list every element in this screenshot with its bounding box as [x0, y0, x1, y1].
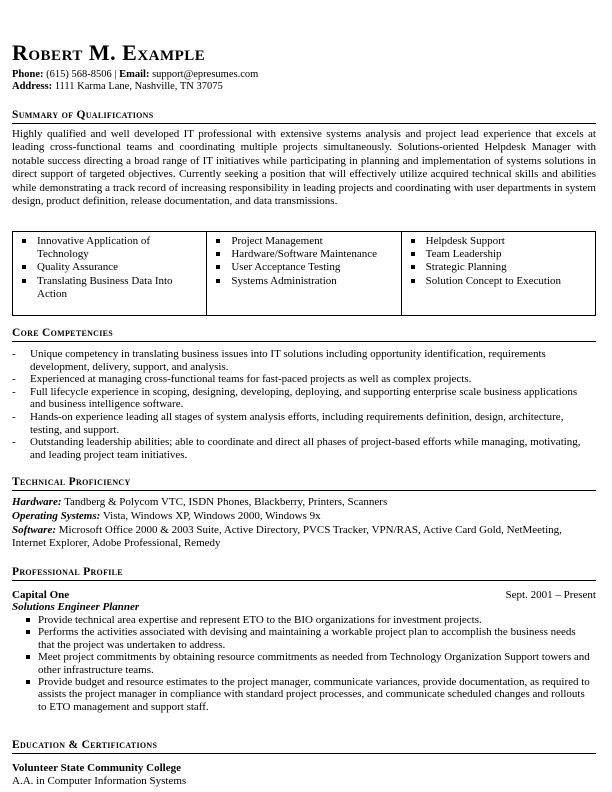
qualifications-column-3 — [402, 232, 595, 315]
list-item: Strategic Planning — [408, 261, 591, 274]
software-line — [12, 524, 596, 550]
list-item: User Acceptance Testing — [213, 261, 396, 274]
list-item: Meet project commitments by obtaining resource commitments as needed from Technology Organization Support towers and other infrastructure teams. — [12, 651, 592, 676]
section-heading-education: Education & Certifications — [12, 738, 596, 754]
job-dates: Sept. 2001 – Present — [505, 589, 596, 601]
hardware-text: Tandberg & Polycom VTC, ISDN Phones, Blackberry, Printers, Scanners — [64, 496, 388, 508]
job-duties-list — [12, 614, 592, 713]
education-degree: A.A. in Computer Information Systems — [12, 775, 187, 787]
list-item: Solution Concept to Execution — [408, 275, 591, 288]
email-label: Email: — [119, 69, 150, 80]
os-label: Operating Systems: — [12, 510, 101, 522]
list-item: - Outstanding leadership abilities; able to coordinate and direct all phases of project-based efforts while managing, motivating, and leading project team initiatives. — [12, 436, 592, 461]
phone-number: (615) 568-8506 — [46, 69, 112, 80]
software-label: Software: — [12, 524, 56, 536]
contact-line-address — [12, 81, 223, 93]
list-item: Systems Administration — [213, 275, 396, 288]
hardware-label: Hardware: — [12, 496, 62, 508]
list-item: Hardware/Software Maintenance — [213, 248, 396, 261]
list-item: Quality Assurance — [19, 261, 202, 274]
list-item: Translating Business Data Into Action — [19, 275, 202, 301]
software-text: Microsoft Office 2000 & 2003 Suite, Active Directory, PVCS Tracker, VPN/RAS, Active Card Gold, NetMeeting, Internet Explorer, Adobe Professional, Remedy — [12, 524, 562, 549]
list-item: - Experienced at managing cross-functional teams for fast-paced projects as well as complex projects. — [12, 373, 592, 386]
list-item: Team Leadership — [408, 248, 591, 261]
os-line — [12, 510, 596, 523]
list-item: Innovative Application of Technology — [19, 235, 202, 261]
list-item: Performs the activities associated with devising and maintaining a workable project plan to accomplish the business needs that the project was undertaken to address. — [12, 626, 592, 651]
education-school: Volunteer State Community College — [12, 762, 181, 774]
job-company: Capital One — [12, 589, 70, 601]
os-text: Vista, Windows XP, Windows 2000, Windows 9x — [102, 510, 321, 522]
qualifications-grid — [12, 231, 596, 316]
candidate-name: Robert M. Example — [12, 40, 206, 65]
list-item: - Unique competency in translating business issues into IT solutions including opportunity identification, requirements development, delivery, support, and analysis. — [12, 348, 592, 373]
qualifications-column-2 — [207, 232, 401, 315]
hardware-line — [12, 496, 596, 509]
qualifications-column-1 — [13, 232, 207, 315]
section-heading-competencies: Core Competencies — [12, 326, 596, 342]
section-heading-technical: Technical Proficiency — [12, 475, 596, 491]
list-item: - Full lifecycle experience in scoping, designing, developing, deploying, and supporting enterprise scale business applications and business intelligence software. — [12, 386, 592, 411]
list-item: Provide technical area expertise and represent ETO to the BIO organizations for investment projects. — [12, 614, 592, 626]
address-text: 1111 Karma Lane, Nashville, TN 37075 — [54, 81, 223, 92]
list-item: Helpdesk Support — [408, 235, 591, 248]
section-heading-profile: Professional Profile — [12, 565, 596, 581]
contact-separator: | — [114, 69, 117, 80]
address-label: Address: — [12, 81, 53, 92]
list-item: Provide budget and resource estimates to the project manager, communicate variances, provide documentation, as required to assists the project manager in compliance with standard project processes, and communicate scheduled changes and rollouts to ETO management and support staff. — [12, 676, 592, 713]
list-item: - Hands-on experience leading all stages of system analysis efforts, including requirements definition, design, architecture, testing, and support. — [12, 411, 592, 436]
email-address[interactable]: support@epresumes.com — [152, 69, 259, 80]
qualifications-summary: Highly qualified and well developed IT professional with extensive systems analysis and project lead experience that excels at leading cross-functional teams and coordinating multiple projects simultaneously. Solutions-oriented Helpdesk Manager with notable success directing a broad range of IT initiatives while participating in planning and implementation of systems solutions in direct support of targeted objectives. Currently seeking a position that will effectively utilize acquired technical skills and abilities while demonstrating a track record of increasing responsibility in leading projects and coordinating with user departments in system design, product definition, release documentation, and data transmissions. — [12, 128, 596, 208]
list-item: Project Management — [213, 235, 396, 248]
contact-line-phone-email — [12, 69, 258, 81]
section-heading-qualifications: Summary of Qualifications — [12, 108, 596, 124]
competencies-list — [12, 348, 592, 461]
phone-label: Phone: — [12, 69, 44, 80]
job-title: Solutions Engineer Planner — [12, 601, 140, 613]
